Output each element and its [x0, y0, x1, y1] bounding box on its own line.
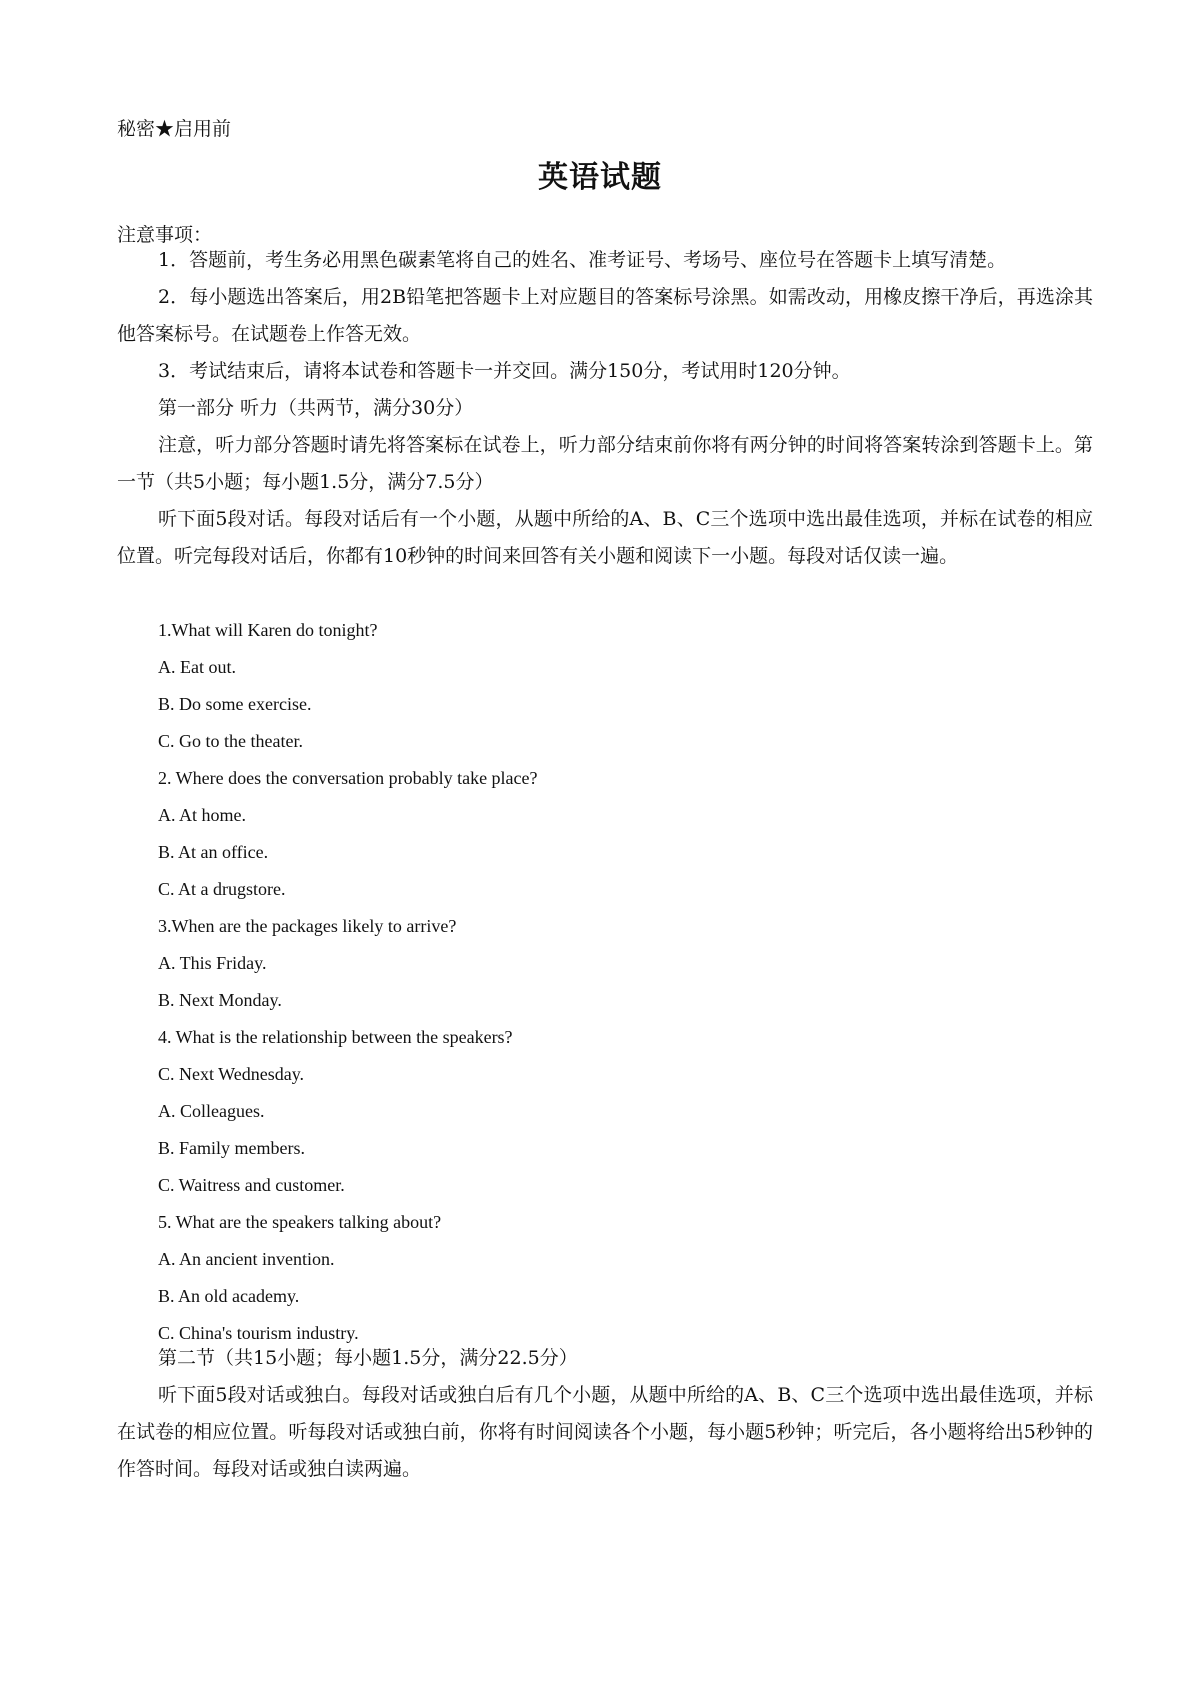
question-1: 1.What will Karen do tonight? [158, 620, 378, 640]
section2-heading: 第二节（共15小题；每小题1.5分，满分22.5分） [158, 1347, 578, 1369]
part1-note: 注意，听力部分答题时请先将答案标在试卷上，听力部分结束前你将有两分钟的时间将答案转涂到答题卡上。第一节（共5小题；每小题1.5分，满分7.5分） [117, 434, 1093, 493]
option-3c: C. Next Wednesday. [158, 1064, 305, 1084]
option-2b: B. At an office. [158, 842, 269, 862]
option-1a: A. Eat out. [158, 657, 236, 677]
instruction-1: 1．答题前，考生务必用黑色碳素笔将自己的姓名、准考证号、考场号、座位号在答题卡上填写清楚。 [158, 249, 1007, 271]
question-3: 3.When are the packages likely to arrive? [158, 916, 457, 936]
option-4a: A. Colleagues. [158, 1101, 265, 1121]
option-3a: A. This Friday. [158, 953, 267, 973]
section2-intro: 听下面5段对话或独白。每段对话或独白后有几个小题，从题中所给的A、B、C三个选项中选出最佳选项，并标在试卷的相应位置。听每段对话或独白前，你将有时间阅读各个小题，每小题5秒钟；听完后，各小题将给出5秒钟的作答时间。每段对话或独白读两遍。 [117, 1384, 1093, 1480]
instruction-2: 2．每小题选出答案后，用2B铅笔把答题卡上对应题目的答案标号涂黑。如需改动，用橡皮擦干净后，再选涂其他答案标号。在试题卷上作答无效。 [117, 286, 1093, 345]
question-5: 5. What are the speakers talking about? [158, 1212, 442, 1232]
option-5a: A. An ancient invention. [158, 1249, 335, 1269]
option-3b: B. Next Monday. [158, 990, 282, 1010]
question-2: 2. Where does the conversation probably take place? [158, 768, 538, 788]
page-title: 英语试题 [538, 160, 662, 195]
option-2c: C. At a drugstore. [158, 879, 286, 899]
option-1b: B. Do some exercise. [158, 694, 312, 714]
confidential-label: 秘密★启用前 [117, 118, 232, 140]
option-4c: C. Waitress and customer. [158, 1175, 345, 1195]
option-5b: B. An old academy. [158, 1286, 300, 1306]
option-1c: C. Go to the theater. [158, 731, 303, 751]
question-4: 4. What is the relationship between the speakers? [158, 1027, 513, 1047]
option-2a: A. At home. [158, 805, 246, 825]
option-4b: B. Family members. [158, 1138, 305, 1158]
section1-intro: 听下面5段对话。每段对话后有一个小题，从题中所给的A、B、C三个选项中选出最佳选项，并标在试卷的相应位置。听完每段对话后，你都有10秒钟的时间来回答有关小题和阅读下一小题。每段对话仅读一遍。 [117, 508, 1093, 567]
instruction-3: 3．考试结束后，请将本试卷和答题卡一并交回。满分150分，考试用时120分钟。 [158, 360, 851, 382]
option-5c: C. China's tourism industry. [158, 1323, 359, 1343]
part1-heading: 第一部分 听力（共两节，满分30分） [158, 397, 474, 419]
notice-heading: 注意事项： [117, 224, 213, 246]
